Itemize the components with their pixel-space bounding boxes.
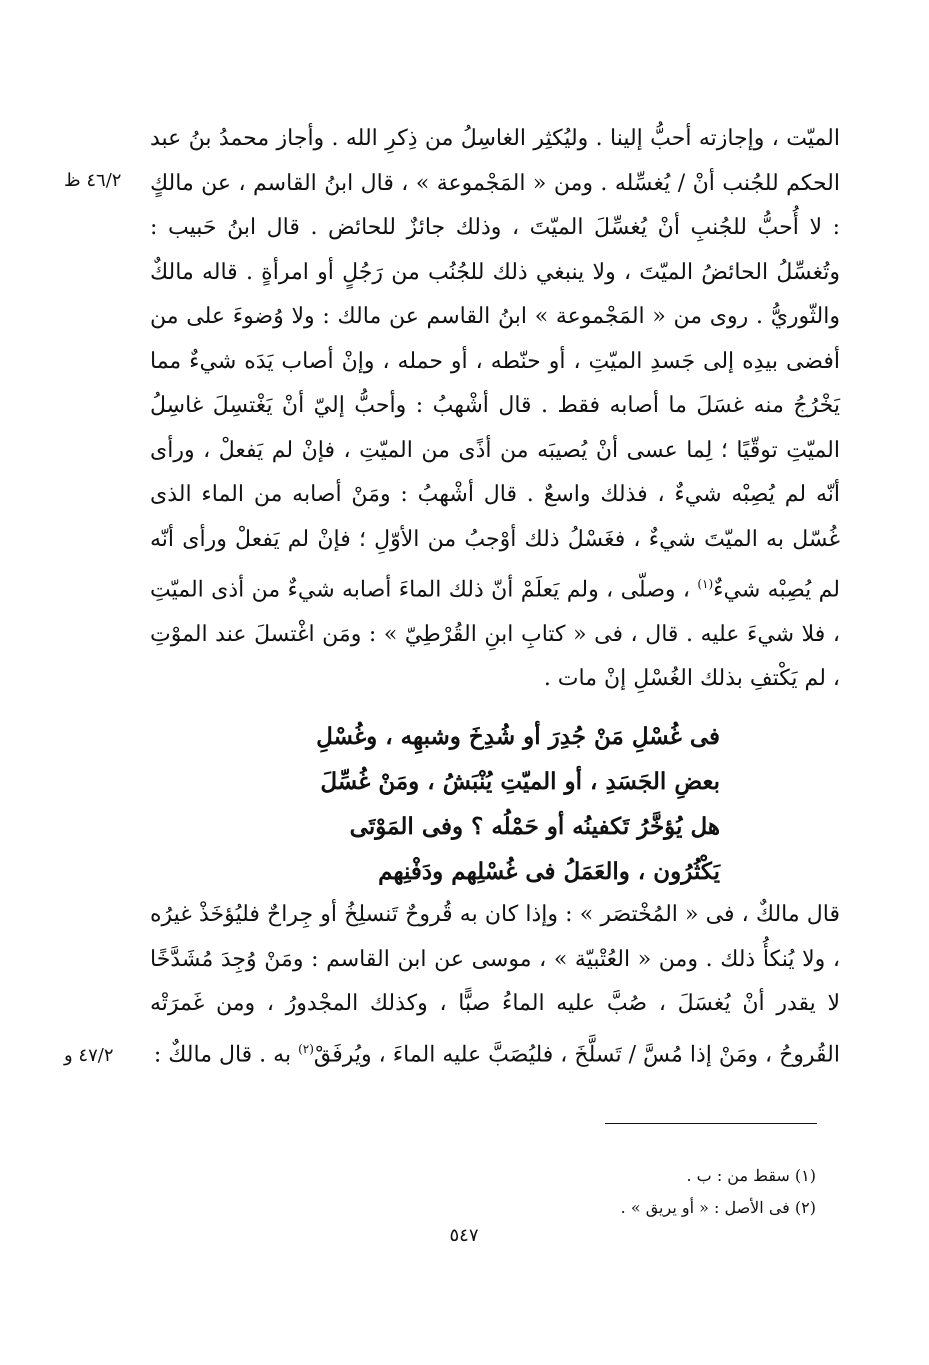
- heading-line: هل يُؤخَّرُ تَكفينُه أو حَمْلُه ؟ وفى المَوْتَى: [349, 813, 720, 840]
- heading-line: فى غُسْلِ مَنْ جُدِرَ أو شُدِخَ وشبهِه ، وغُسْلِ: [316, 723, 720, 750]
- paragraph-text: قال مالكٌ ، فى « المُخْتصَر » : وإذا كان به قُروحٌ تَنسلِخُ أو جِراحٌ فليُؤخَذْ غيرُه ، ولا يُنكأُ ذلك . ومن « العُتْبيّة » ، موسى عن ابن القاسم : ومَنْ وُجِدَ مُشَدَّخًا لا يقدر أنْ يُغسَلَ ، صُبَّ عليه الماءُ صبًّا ، وكذلك المجْدورُ ، ومن غَمرَتْه القُروحُ ، ومَنْ إذا مُسَّ / تَسلَّخَ ، فليُصَبَّ عليه الماءَ ، ويُرفَقْ: [150, 902, 840, 1067]
- heading-line: بعضِ الجَسَدِ ، أو الميّتِ يُنْبَشُ ، ومَنْ غُسِّلَ: [320, 768, 720, 795]
- paragraph-text: الميّت ، وإجازته أحبُّ إلينا . وليُكثِر الغاسِلُ من ذِكرِ الله . وأجاز محمدُ بنُ عبد الحكم للجُنب أنْ / يُغسِّله . ومن « المَجْموعة » ، قال ابنُ القاسم ، عن مالكٍ : لا أُحبُّ للجُنبِ أنْ يُغسِّلَ الميّتَ ، وذلك جائزٌ للحائض . قال ابنُ حَبيب : وتُغسِّلُ الحائضُ الميّتَ ، ولا ينبغي ذلك للجُنُب من رَجُلٍ أو امرأةٍ . قاله مالكٌ والثّوريُّ . روى من « المَجْموعة » ابنُ القاسم عن مالك : ولا وُضوءَ على من أفضى بيدِه إلى جَسدِ الميّتِ ، أو حنّطه ، أو حمله ، وإنْ أصاب يَدَه شيءٌ مما يَخْرُجُ منه غسَلَ ما أصابه فقط . قال أشْهبُ : وأحبُّ إليّ أنْ يَغْتسِلَ غاسِلُ الميّتِ توقّيًا ؛ لِما عسى أنْ يُصيبَه من أذًى من الميّتِ ، فإنْ لم يَفعلْ ، ورأى أنّه لم يُصِبْه شيءٌ ، فذلك واسعٌ . قال أشْهبُ : ومَنْ أصابه من الماء الذى غُسّل به الميّتَ شيءٌ ، فغَسْلُ ذلك أوْجبُ من الأوّلِ ؛ فإنْ لم يَفعلْ ورأى أنّه لم يُصِبْه شيءٌ: [150, 126, 840, 603]
- heading-line: يَكْثُرُون ، والعَمَلُ فى غُسْلِهم ودَفْنِهم: [378, 858, 720, 885]
- folio-margin-note: ٤٦/٢ ظ: [64, 170, 122, 191]
- main-text-block: [150, 117, 840, 702]
- footnote-reference: (١): [697, 577, 714, 591]
- paragraph-text: به . قال مالكٌ :: [153, 1041, 299, 1067]
- footnote: (١) سقط من : ب .: [686, 1166, 816, 1185]
- footnote-reference: (٢): [298, 1041, 314, 1056]
- footnote-divider: [605, 1123, 817, 1124]
- paragraph: [150, 893, 840, 1077]
- folio-margin-note: ٤٧/٢ و: [64, 1045, 114, 1066]
- paragraph-text: ، وصلّى ، ولم يَعلَمْ أنّ ذلك الماءَ أصابه شيءٌ من أذى الميّتِ ، فلا شيءَ عليه . قال ، فى « كتابِ ابنِ القُرْطِيّ » : ومَن اغْتسلَ عند الموْتِ ، لم يَكْتفِ بذلك الغُسْلِ إنْ مات .: [150, 577, 840, 692]
- paragraph: [150, 117, 840, 702]
- footnotes: [400, 1160, 816, 1224]
- page-number: ٥٤٧: [449, 1225, 479, 1246]
- footnote: (٢) فى الأصل : « أو يريق » .: [620, 1198, 816, 1217]
- section-heading: [255, 714, 720, 894]
- main-text-block: [150, 893, 840, 1077]
